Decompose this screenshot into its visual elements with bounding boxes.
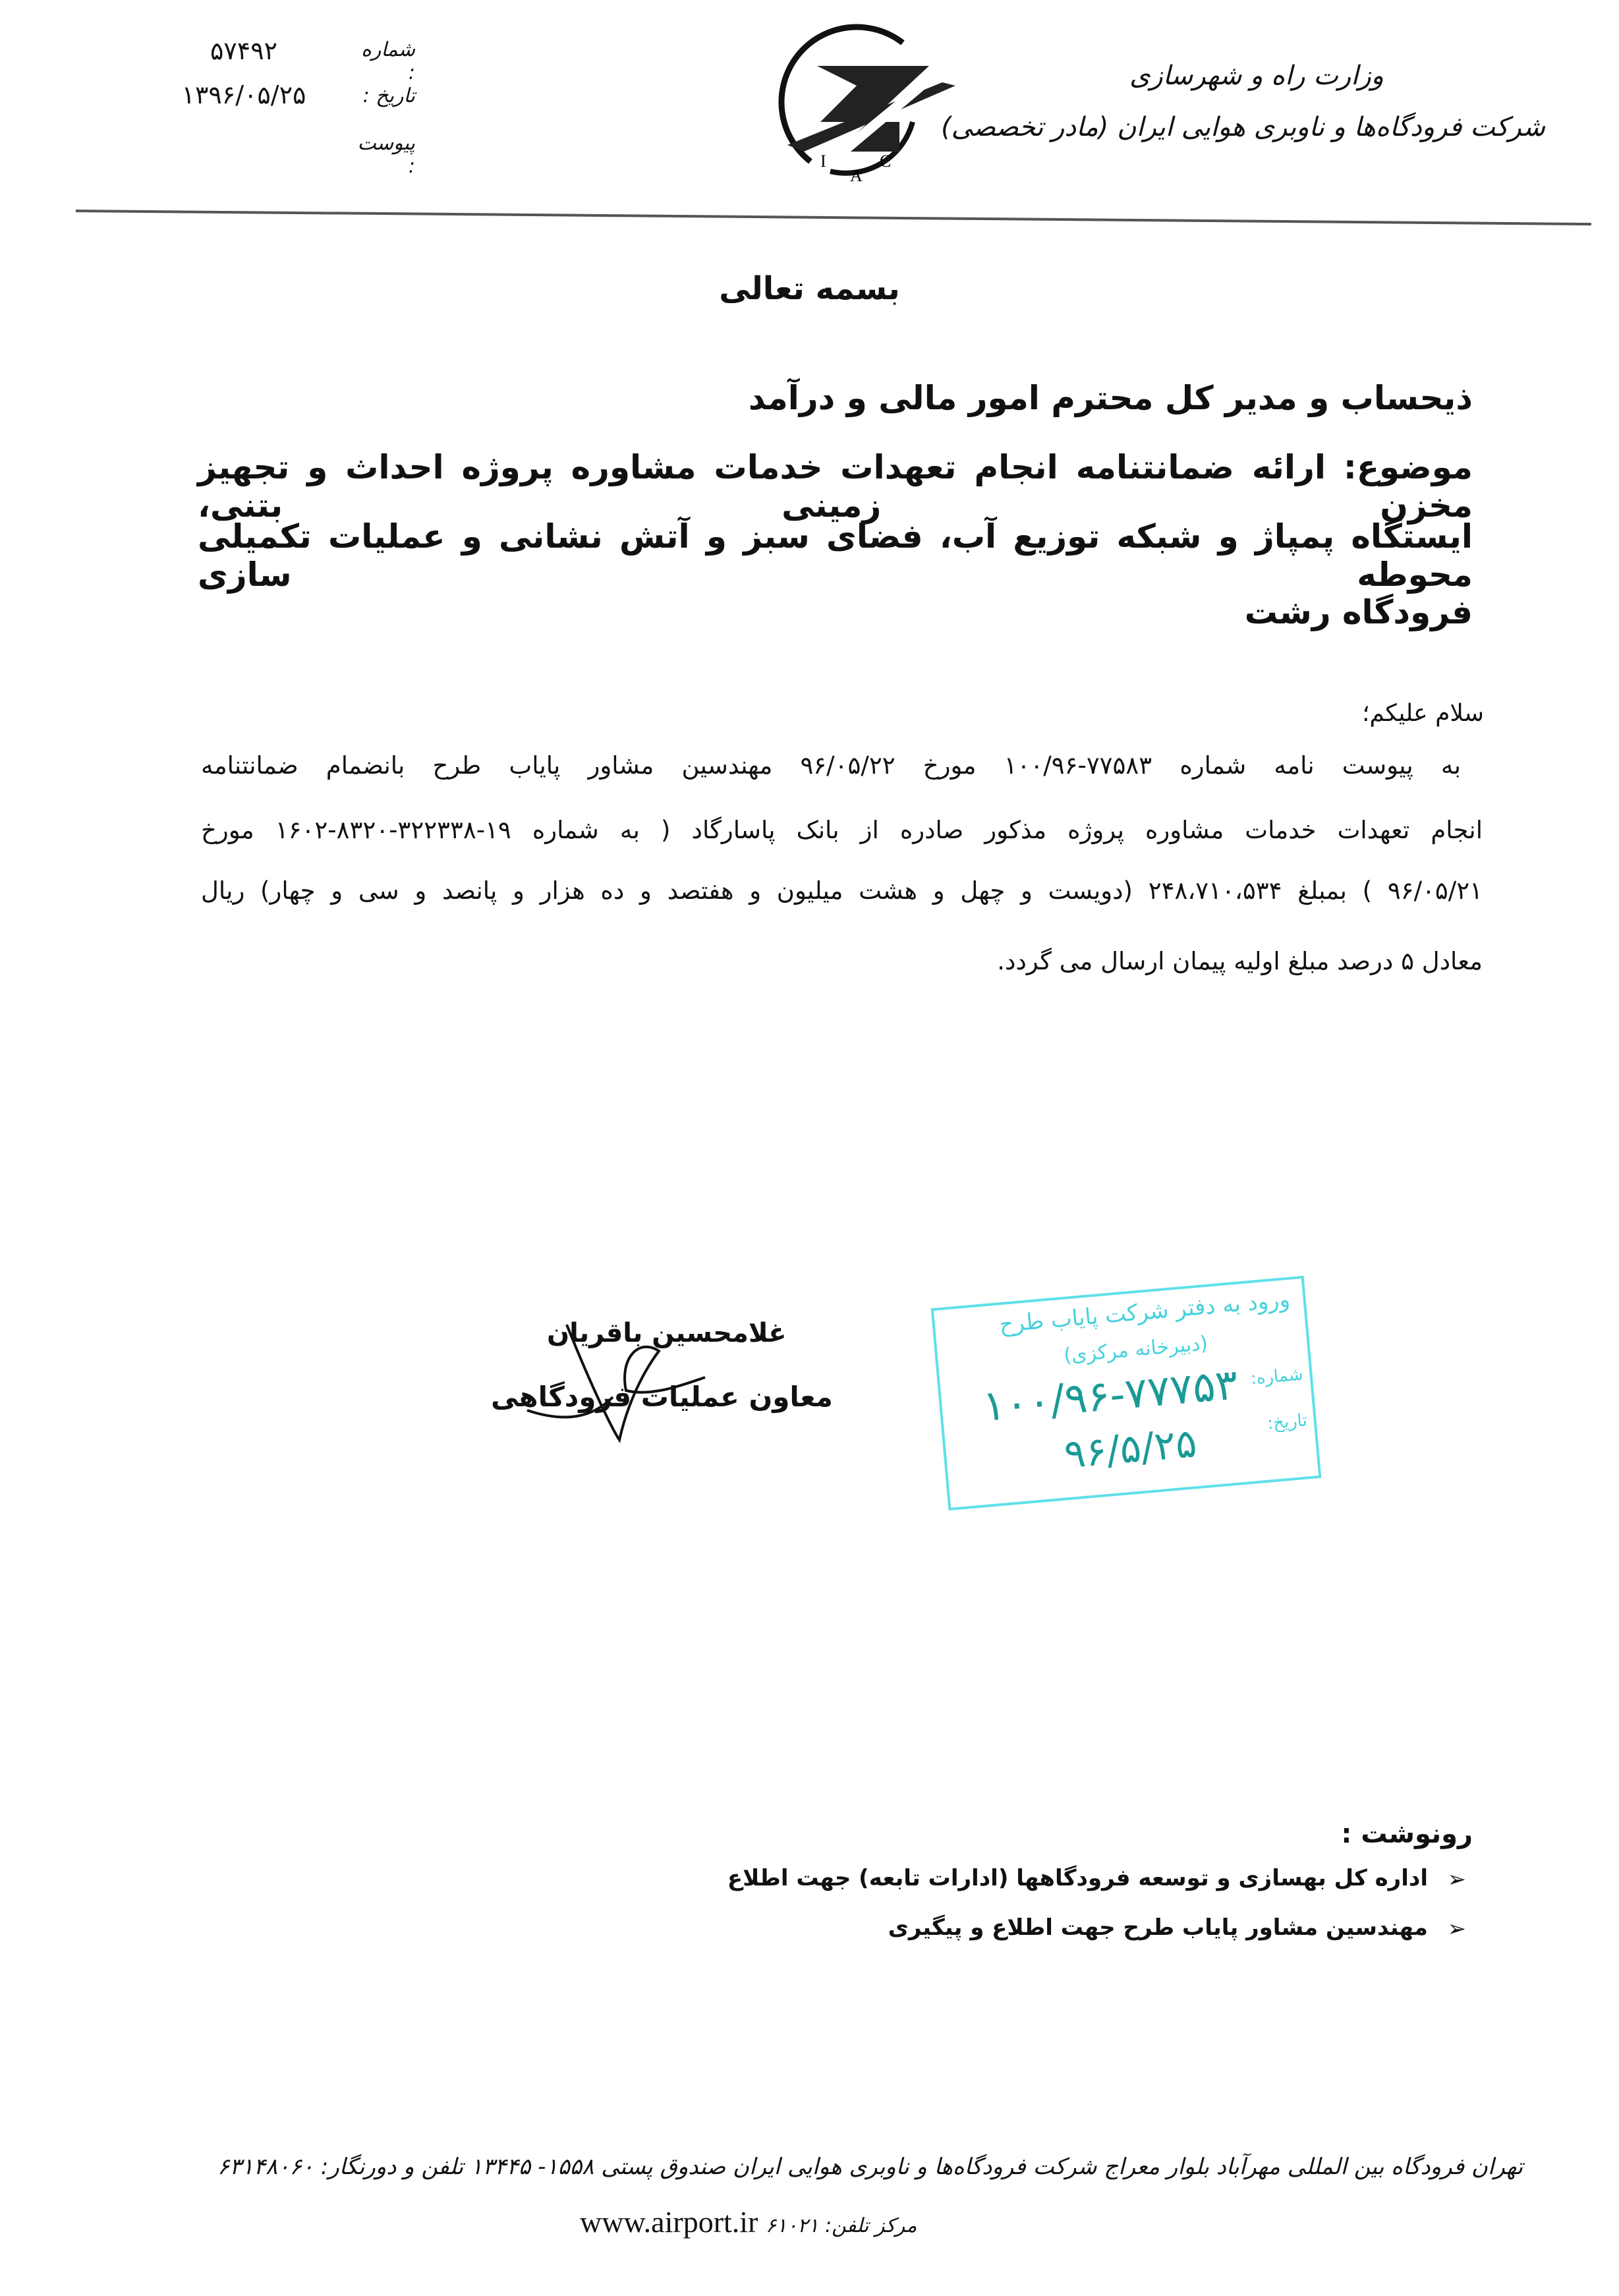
date-value: ۱۳۹۶/۰۵/۲۵ [181,80,306,109]
subject-line: موضوع: ارائه ضمانتنامه انجام تعهدات خدمات مشاوره پروژه احداث و تجهیز مخزن زمینی بتنی، [198,448,1473,525]
attachment-label: پیوست : [357,132,415,178]
ministry-name: وزارت راه و شهرسازی [1129,61,1384,91]
footer-website[interactable]: www.airport.ir [580,2205,758,2239]
company-name: شرکت فرودگاه‌ها و ناوبری هوایی ایران (مادر تخصصی) [941,112,1545,142]
body-line: به پیوست نامه شماره ۷۷۵۸۳-۱۰۰/۹۶ مورخ ۹۶/۰۵/۲۲ مهندسین مشاور پایاب طرح بانضمام ضمانتنامه [201,751,1461,780]
iac-logo-icon [731,23,982,188]
received-stamp [931,1276,1322,1510]
stamp-number-value: ۱۰۰/۹۶-۷۷۷۵۳ [980,1360,1240,1431]
signatory-name: غلامحسین باقریان [547,1318,787,1348]
number-label: شماره : [361,38,415,84]
logo-letter-a: A [850,166,863,185]
stamp-date-label: تاریخ: [1266,1410,1308,1434]
logo-letter-i: I [820,152,826,171]
handwritten-signature-icon [488,1311,791,1443]
header-divider [76,210,1591,225]
cc-item: اداره کل بهسازی و توسعه فرودگاهها (ادارات تابعه) جهت اطلاع [727,1865,1428,1891]
arrow-bullet-icon: ➢ [1447,1866,1466,1893]
body-line: معادل ۵ درصد مبلغ اولیه پیمان ارسال می گردد. [997,947,1483,975]
arrow-bullet-icon: ➢ [1447,1916,1466,1942]
number-value: ۵۷۴۹۲ [210,36,278,65]
date-label: تاریخ : [362,84,415,107]
body-line: ۹۶/۰۵/۲۱ ) بمبلغ ۲۴۸،۷۱۰،۵۳۴ (دویست و چهل و هشت میلیون و هفتصد و ده هزار و پانصد و سی و چهار) ریال [201,876,1483,905]
stamp-number-label: شماره: [1249,1364,1304,1389]
footer-switchboard: مرکز تلفن: ۶۱۰۲۱ [765,2214,917,2237]
logo-letter-c: C [880,152,892,171]
cc-item: مهندسین مشاور پایاب طرح جهت اطلاع و پیگیری [888,1914,1428,1941]
stamp-line2: (دبیرخانه مرکزی) [1062,1331,1209,1367]
stamp-line1: ورود به دفتر شرکت پایاب طرح [998,1286,1292,1338]
subject-line: ایستگاه پمپاژ و شبکه توزیع آب، فضای سبز و آتش نشانی و عملیات تکمیلی محوطه سازی [198,517,1473,594]
document-title: بسمه تعالی [719,270,900,307]
greeting: سلام علیکم؛ [1362,700,1484,727]
addressee: ذیحساب و مدیر کل محترم امور مالی و درآمد [748,379,1473,417]
body-line: انجام تعهدات خدمات مشاوره پروژه مذکور صادره از بانک پاسارگاد ( به شماره ۱۹-۳۲۲۳۳۸-۸۳۲۰-۱۶۰۲ مورخ [201,816,1483,844]
footer-address: تهران فرودگاه بین المللی مهرآباد بلوار معراج شرکت فرودگاه‌ها و ناوبری هوایی ایران صندوق پستی ۱۵۵۸- ۱۳۴۴۵ تلفن و دورنگار: ۶۳۱۴۸۰۶۰ [217,2154,1523,2180]
footer-contact [580,2204,917,2239]
subject-line: فرودگاه رشت [1244,593,1473,631]
stamp-date-value: ۹۶/۵/۲۵ [1062,1420,1199,1478]
cc-title: رونوشت : [1341,1819,1473,1849]
signatory-title: معاون عملیات فرودگاهی [491,1381,833,1413]
